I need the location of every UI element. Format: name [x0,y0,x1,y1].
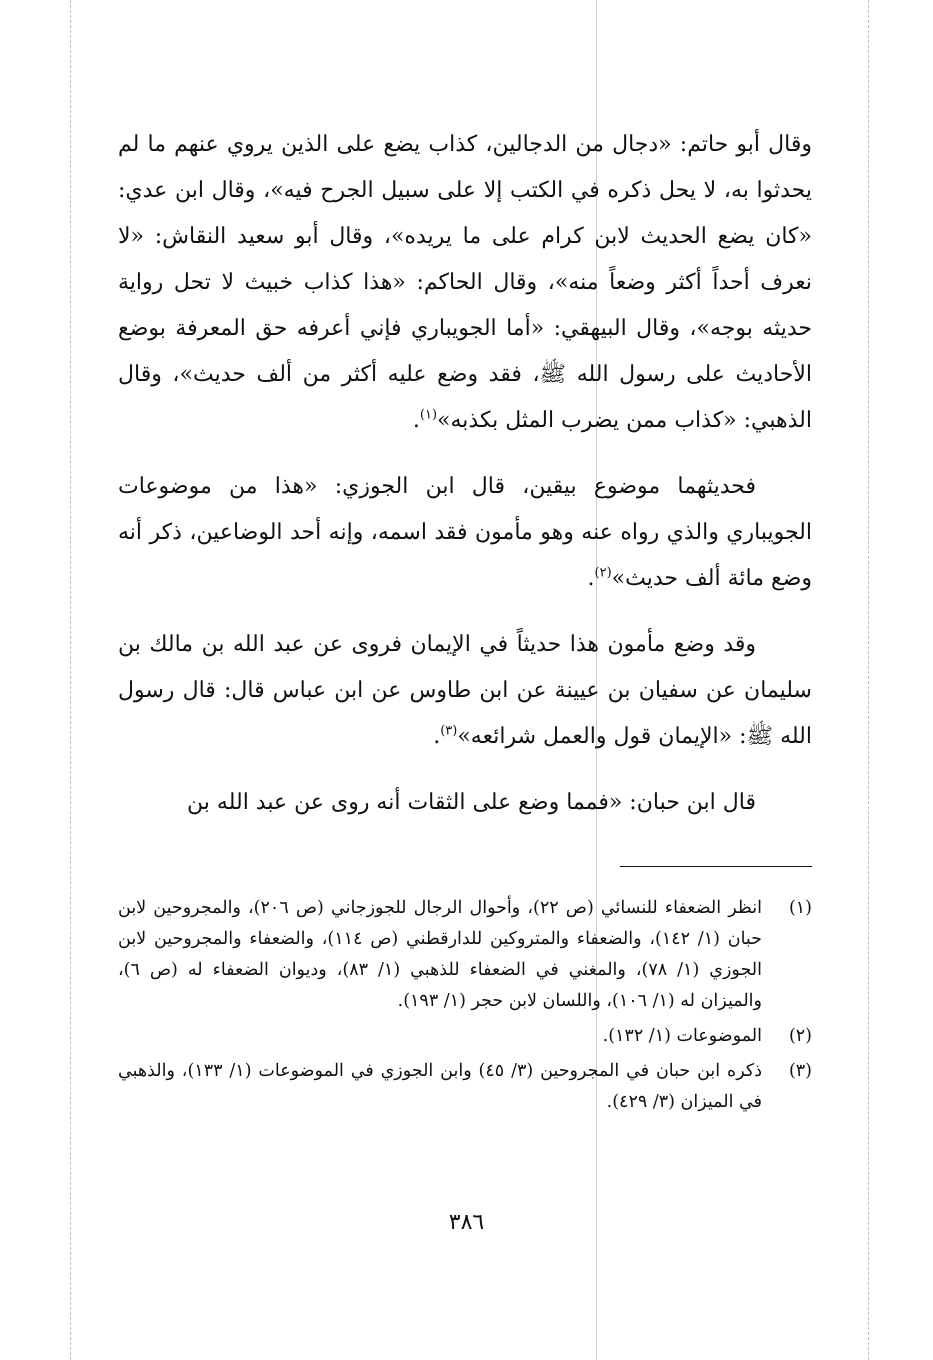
footnote-ref-3[interactable]: (٣) [440,723,458,739]
footnote-text: انظر الضعفاء للنسائي (ص ٢٢)، وأحوال الرجال للجوزجاني (ص ٢٠٦)، والمجروحين لابن حبان (١/ ١٤٢)، والضعفاء والمتروكين للدارقطني (ص ١١٤)، والضعفاء والمجروحين لابن الجوزي (١/ ٧٨)، والمغني في الضعفاء للذهبي (١/ ٨٣)، وديوان الضعفاء له (ص ٦)، والميزان له (١/ ١٠٦)، واللسان لابن حجر (١/ ١٩٣). [118,898,762,1011]
footnote-number: (١) [788,898,812,918]
footnote-text: الموضوعات (١/ ١٣٢). [602,1026,762,1046]
paragraph-2-text: فحديثهما موضوع بيقين، قال ابن الجوزي: «هذا من موضوعات الجويباري والذي رواه عنه وهو مأمون فقد اسمه، وإنه أحد الوضاعين، ذكر أنه وضع مائة ألف حديث» [118,474,812,591]
paragraph-3: وقد وضع مأمون هذا حديثاً في الإيمان فروى عن عبد الله بن مالك بن سليمان عن سفيان بن عيينة عن ابن طاوس عن ابن عباس قال: قال رسول الله ﷺ: «الإيمان قول والعمل شرائعه»$^{(٣)}$. [118,632,812,749]
paragraph-4 [118,780,812,826]
footnotes [118,893,812,1122]
paragraph-4-text: قال ابن حبان: «فمما وضع على الثقات أنه روى عن عبد الله بن [187,790,756,815]
main-text [118,122,812,846]
footnote-3 [118,1056,812,1118]
footnote-separator [620,866,812,867]
paragraph-1: وقال أبو حاتم: «دجال من الدجالين، كذاب يضع على الذين يروي عنهم ما لم يحدثوا به، لا يحل ذكره في الكتب إلا على سبيل الجرح فيه»، وقال ابن عدي: «كان يضع الحديث لابن كرام على ما يريده»، وقال أبو سعيد النقاش: «لا نعرف أحداً أكثر وضعاً منه»، وقال الحاكم: «هذا كذاب خبيث لا تحل رواية حديثه بوجه»، وقال البيهقي: «أما الجويباري فإني أعرفه حق المعرفة بوضع الأحاديث على رسول الله ﷺ، فقد وضع عليه أكثر من ألف حديث»، وقال الذهبي: «كذاب ممن يضرب المثل بكذبه»$^{(١)}$. [118,132,812,433]
paragraph-2: فحديثهما موضوع بيقين، قال ابن الجوزي: «هذا من موضوعات الجويباري والذي رواه عنه وهو مأمون فقد اسمه، وإنه أحد الوضاعين، ذكر أنه وضع مائة ألف حديث»$^{(٢)}$. [118,474,812,591]
footnote-2 [118,1021,812,1052]
paragraph-1-text: وقال أبو حاتم: «دجال من الدجالين، كذاب يضع على الذين يروي عنهم ما لم يحدثوا به، لا يحل ذكره في الكتب إلا على سبيل الجرح فيه»، وقال ابن عدي: «كان يضع الحديث لابن كرام على ما يريده»، وقال أبو سعيد النقاش: «لا نعرف أحداً أكثر وضعاً منه»، وقال الحاكم: «هذا كذاب خبيث لا تحل رواية حديثه بوجه»، وقال البيهقي: «أما الجويباري فإني أعرفه حق المعرفة بوضع الأحاديث على رسول الله ﷺ، فقد وضع عليه أكثر من ألف حديث»، وقال الذهبي: «كذاب ممن يضرب المثل بكذبه» [118,132,812,433]
footnote-text: ذكره ابن حبان في المجروحين (٣/ ٤٥) وابن الجوزي في الموضوعات (١/ ١٣٣)، والذهبي في الميزان (٣/ ٤٢٩). [118,1061,762,1112]
scan-dashed-line-left [70,0,71,1360]
scan-dashed-line-right [868,0,869,1360]
footnote-number: (٣) [788,1061,812,1081]
paragraph-3-text: وقد وضع مأمون هذا حديثاً في الإيمان فروى عن عبد الله بن مالك بن سليمان عن سفيان بن عيينة عن ابن طاوس عن ابن عباس قال: قال رسول الله ﷺ: «الإيمان قول والعمل شرائعه» [118,632,812,749]
footnote-number: (٢) [788,1026,812,1046]
footnote-1 [118,893,812,1017]
footnote-ref-2[interactable]: (٢) [594,565,612,581]
footnote-ref-1[interactable]: (١) [419,407,438,423]
page-number: ٣٨٦ [448,1210,485,1235]
